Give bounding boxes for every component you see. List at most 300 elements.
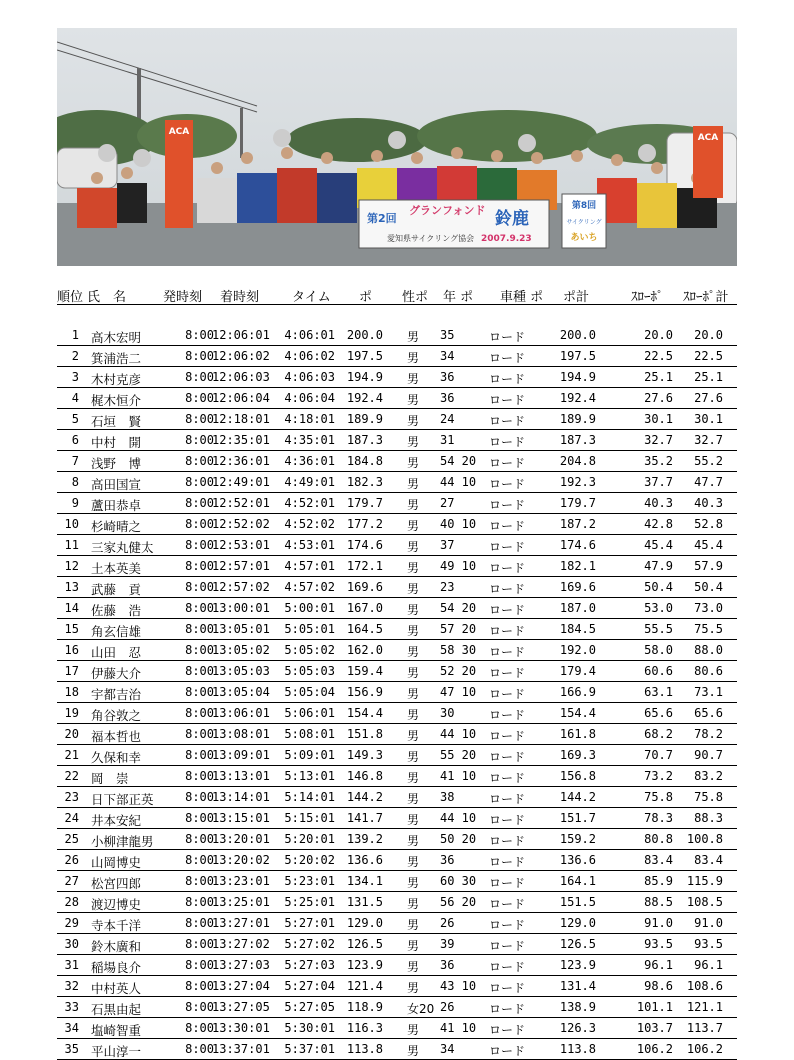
table-row — [57, 934, 737, 955]
bike-type-cell: ロード — [489, 351, 526, 365]
slow-total-cell: 115.9 — [686, 874, 723, 888]
points-cell: 177.2 — [346, 517, 383, 531]
slow-points-cell: 32.7 — [644, 433, 673, 447]
group-photo — [57, 28, 737, 266]
bike-type-cell: ロード — [489, 708, 526, 722]
name-cell: 武藤 貢 — [91, 582, 142, 597]
table-row — [57, 346, 737, 367]
total-points-cell: 131.4 — [559, 979, 596, 993]
name-cell: 高木宏明 — [91, 330, 142, 345]
points-cell: 197.5 — [346, 349, 383, 363]
bike-type-cell: ロード — [489, 372, 526, 386]
rank-cell: 2 — [71, 349, 79, 363]
slow-points-cell: 78.3 — [644, 811, 673, 825]
finish-time-cell: 13:20:01 — [212, 832, 270, 846]
finish-time-cell: 12:06:03 — [212, 370, 270, 384]
sex-cell: 男 — [407, 603, 420, 617]
bike-type-cell: ロード — [489, 330, 526, 344]
total-points-cell: 187.3 — [559, 433, 596, 447]
bike-type-cell: ロード — [489, 582, 526, 596]
table-row — [57, 766, 737, 787]
sex-cell: 男 — [407, 771, 420, 785]
bike-type-cell: ロード — [489, 918, 526, 932]
age-points-cell: 44 10 — [440, 727, 477, 741]
sex-cell: 男 — [407, 351, 420, 365]
total-points-cell: 126.3 — [559, 1021, 596, 1035]
points-cell: 121.4 — [346, 979, 383, 993]
elapsed-time-cell: 4:06:01 — [284, 328, 335, 342]
sex-cell: 男 — [407, 750, 420, 764]
slow-points-cell: 93.5 — [644, 937, 673, 951]
rank-cell: 24 — [64, 811, 79, 825]
rank-cell: 22 — [64, 769, 79, 783]
sex-cell: 男 — [407, 960, 420, 974]
start-time-cell: 8:00 — [185, 811, 214, 825]
start-time-cell: 8:00 — [185, 832, 214, 846]
age-points-cell: 47 10 — [440, 685, 477, 699]
age-points-cell: 52 20 — [440, 664, 477, 678]
slow-total-cell: 78.2 — [694, 727, 723, 741]
finish-time-cell: 13:00:01 — [212, 601, 270, 615]
points-cell: 139.2 — [346, 832, 383, 846]
header-points: ポ — [359, 290, 373, 305]
start-time-cell: 8:00 — [185, 895, 214, 909]
total-points-cell: 159.2 — [559, 832, 596, 846]
points-cell: 172.1 — [346, 559, 383, 573]
table-row — [57, 808, 737, 829]
name-cell: 久保和幸 — [91, 750, 142, 765]
header-start: 発時刻 — [163, 290, 203, 305]
slow-points-cell: 22.5 — [644, 349, 673, 363]
header-time: タイム — [292, 290, 331, 305]
table-row — [57, 745, 737, 766]
age-points-cell: 56 20 — [440, 895, 477, 909]
points-cell: 192.4 — [346, 391, 383, 405]
slow-points-cell: 73.2 — [644, 769, 673, 783]
elapsed-time-cell: 5:23:01 — [284, 874, 335, 888]
total-points-cell: 204.8 — [559, 454, 596, 468]
name-cell: 福本哲也 — [91, 729, 142, 744]
elapsed-time-cell: 5:20:01 — [284, 832, 335, 846]
slow-total-cell: 88.3 — [694, 811, 723, 825]
rank-cell: 12 — [64, 559, 79, 573]
start-time-cell: 8:00 — [185, 370, 214, 384]
header-total-points: ポ計 — [563, 290, 590, 305]
slow-points-cell: 91.0 — [644, 916, 673, 930]
table-row — [57, 976, 737, 997]
start-time-cell: 8:00 — [185, 979, 214, 993]
elapsed-time-cell: 5:37:01 — [284, 1042, 335, 1056]
slow-total-cell: 50.4 — [694, 580, 723, 594]
total-points-cell: 189.9 — [559, 412, 596, 426]
sex-cell: 男 — [407, 729, 420, 743]
total-points-cell: 129.0 — [559, 916, 596, 930]
rank-cell: 4 — [71, 391, 79, 405]
sign-line-2: サイクリング — [566, 219, 602, 226]
name-cell: 岡 崇 — [91, 771, 129, 786]
slow-total-cell: 80.6 — [694, 664, 723, 678]
slow-points-cell: 96.1 — [644, 958, 673, 972]
points-cell: 116.3 — [346, 1021, 383, 1035]
age-points-cell: 49 10 — [440, 559, 477, 573]
table-row — [57, 514, 737, 535]
total-points-cell: 166.9 — [559, 685, 596, 699]
sex-cell: 男 — [407, 1044, 420, 1058]
finish-time-cell: 13:30:01 — [212, 1021, 270, 1035]
elapsed-time-cell: 5:05:02 — [284, 643, 335, 657]
start-time-cell: 8:00 — [185, 958, 214, 972]
banner-title-1: 第2回 — [367, 212, 397, 225]
age-points-cell: 23 — [440, 580, 455, 594]
points-cell: 187.3 — [346, 433, 383, 447]
total-points-cell: 123.9 — [559, 958, 596, 972]
points-cell: 194.9 — [346, 370, 383, 384]
rank-cell: 34 — [64, 1021, 79, 1035]
name-cell: 梶木恒介 — [91, 393, 142, 408]
slow-points-cell: 35.2 — [644, 454, 673, 468]
elapsed-time-cell: 5:06:01 — [284, 706, 335, 720]
total-points-cell: 151.7 — [559, 811, 596, 825]
points-cell: 189.9 — [346, 412, 383, 426]
total-points-cell: 164.1 — [559, 874, 596, 888]
age-points-cell: 34 — [440, 1042, 455, 1056]
bike-type-cell: ロード — [489, 960, 526, 974]
finish-time-cell: 12:36:01 — [212, 454, 270, 468]
elapsed-time-cell: 4:06:04 — [284, 391, 335, 405]
slow-points-cell: 30.1 — [644, 412, 673, 426]
table-row — [57, 724, 737, 745]
bike-type-cell: ロード — [489, 834, 526, 848]
finish-time-cell: 12:49:01 — [212, 475, 270, 489]
bike-type-cell: ロード — [489, 792, 526, 806]
bike-type-cell: ロード — [489, 1002, 526, 1016]
finish-time-cell: 13:15:01 — [212, 811, 270, 825]
bike-type-cell: ロード — [489, 729, 526, 743]
start-time-cell: 8:00 — [185, 454, 214, 468]
points-cell: 164.5 — [346, 622, 383, 636]
elapsed-time-cell: 4:57:01 — [284, 559, 335, 573]
finish-time-cell: 12:06:01 — [212, 328, 270, 342]
slow-points-cell: 58.0 — [644, 643, 673, 657]
rank-cell: 25 — [64, 832, 79, 846]
slow-points-cell: 20.0 — [644, 328, 673, 342]
start-time-cell: 8:00 — [185, 622, 214, 636]
rank-cell: 26 — [64, 853, 79, 867]
age-points-cell: 35 — [440, 328, 455, 342]
slow-points-cell: 63.1 — [644, 685, 673, 699]
age-points-cell: 26 — [440, 1000, 455, 1014]
age-points-cell: 41 10 — [440, 1021, 477, 1035]
slow-total-cell: 52.8 — [694, 517, 723, 531]
total-points-cell: 136.6 — [559, 853, 596, 867]
slow-points-cell: 25.1 — [644, 370, 673, 384]
finish-time-cell: 12:35:01 — [212, 433, 270, 447]
banner-sub: 愛知県サイクリング協会 — [387, 234, 475, 243]
age-points-cell: 39 — [440, 937, 455, 951]
sex-cell: 男 — [407, 330, 420, 344]
start-time-cell: 8:00 — [185, 1000, 214, 1014]
points-cell: 156.9 — [346, 685, 383, 699]
age-points-cell: 36 — [440, 370, 455, 384]
table-row — [57, 661, 737, 682]
slow-points-cell: 53.0 — [644, 601, 673, 615]
elapsed-time-cell: 5:09:01 — [284, 748, 335, 762]
rank-cell: 14 — [64, 601, 79, 615]
slow-points-cell: 65.6 — [644, 706, 673, 720]
total-points-cell: 144.2 — [559, 790, 596, 804]
slow-total-cell: 108.5 — [686, 895, 723, 909]
rank-cell: 17 — [64, 664, 79, 678]
bike-type-cell: ロード — [489, 1044, 526, 1058]
points-cell: 113.8 — [346, 1042, 383, 1056]
table-row — [57, 913, 737, 934]
bike-type-cell: ロード — [489, 771, 526, 785]
points-cell: 149.3 — [346, 748, 383, 762]
rank-cell: 10 — [64, 517, 79, 531]
slow-points-cell: 40.3 — [644, 496, 673, 510]
table-row — [57, 850, 737, 871]
points-cell: 162.0 — [346, 643, 383, 657]
table-row — [57, 577, 737, 598]
slow-points-cell: 55.5 — [644, 622, 673, 636]
total-points-cell: 192.0 — [559, 643, 596, 657]
rank-cell: 16 — [64, 643, 79, 657]
slow-points-cell: 101.1 — [636, 1000, 673, 1014]
table-row — [57, 997, 737, 1018]
bike-type-cell: ロード — [489, 393, 526, 407]
slow-total-cell: 45.4 — [694, 538, 723, 552]
total-points-cell: 187.0 — [559, 601, 596, 615]
slow-total-cell: 88.0 — [694, 643, 723, 657]
slow-points-cell: 85.9 — [644, 874, 673, 888]
finish-time-cell: 12:52:02 — [212, 517, 270, 531]
table-row — [57, 829, 737, 850]
points-cell: 144.2 — [346, 790, 383, 804]
slow-total-cell: 93.5 — [694, 937, 723, 951]
elapsed-time-cell: 4:06:03 — [284, 370, 335, 384]
header-slow-points: ｽﾛｰﾎﾟ — [631, 290, 664, 305]
sex-cell: 男 — [407, 477, 420, 491]
name-cell: 伊藤大介 — [91, 666, 142, 681]
slow-points-cell: 83.4 — [644, 853, 673, 867]
sex-cell: 男 — [407, 834, 420, 848]
slow-total-cell: 57.9 — [694, 559, 723, 573]
finish-time-cell: 13:06:01 — [212, 706, 270, 720]
age-points-cell: 31 — [440, 433, 455, 447]
bike-type-cell: ロード — [489, 1023, 526, 1037]
bike-type-cell: ロード — [489, 456, 526, 470]
start-time-cell: 8:00 — [185, 433, 214, 447]
name-cell: 稲場良介 — [91, 960, 142, 975]
elapsed-time-cell: 5:30:01 — [284, 1021, 335, 1035]
rank-cell: 8 — [71, 475, 79, 489]
sex-cell: 男 — [407, 666, 420, 680]
sex-cell: 男 — [407, 876, 420, 890]
sex-cell: 男 — [407, 435, 420, 449]
age-points-cell: 55 20 — [440, 748, 477, 762]
finish-time-cell: 12:57:02 — [212, 580, 270, 594]
start-time-cell: 8:00 — [185, 685, 214, 699]
slow-points-cell: 106.2 — [636, 1042, 673, 1056]
table-row — [57, 892, 737, 913]
finish-time-cell: 12:57:01 — [212, 559, 270, 573]
total-points-cell: 169.3 — [559, 748, 596, 762]
rank-cell: 31 — [64, 958, 79, 972]
age-points-cell: 26 — [440, 916, 455, 930]
points-cell: 179.7 — [346, 496, 383, 510]
header-name: 氏 名 — [87, 290, 127, 305]
points-cell: 146.8 — [346, 769, 383, 783]
finish-time-cell: 13:23:01 — [212, 874, 270, 888]
age-points-cell: 37 — [440, 538, 455, 552]
slow-points-cell: 27.6 — [644, 391, 673, 405]
table-row — [57, 535, 737, 556]
slow-points-cell: 98.6 — [644, 979, 673, 993]
elapsed-time-cell: 4:49:01 — [284, 475, 335, 489]
rank-cell: 30 — [64, 937, 79, 951]
sex-cell: 男 — [407, 540, 420, 554]
finish-time-cell: 13:14:01 — [212, 790, 270, 804]
name-cell: 角玄信雄 — [91, 624, 142, 639]
total-points-cell: 179.7 — [559, 496, 596, 510]
slow-total-cell: 25.1 — [694, 370, 723, 384]
finish-time-cell: 13:05:01 — [212, 622, 270, 636]
points-cell: 126.5 — [346, 937, 383, 951]
total-points-cell: 151.5 — [559, 895, 596, 909]
name-cell: 石垣 賢 — [91, 414, 142, 429]
bike-type-cell: ロード — [489, 813, 526, 827]
rank-cell: 21 — [64, 748, 79, 762]
name-cell: 杉崎晴之 — [91, 519, 142, 534]
total-points-cell: 156.8 — [559, 769, 596, 783]
elapsed-time-cell: 5:13:01 — [284, 769, 335, 783]
table-row — [57, 955, 737, 976]
sex-cell: 男 — [407, 1023, 420, 1037]
age-points-cell: 27 — [440, 496, 455, 510]
sex-cell: 男 — [407, 687, 420, 701]
finish-time-cell: 12:53:01 — [212, 538, 270, 552]
rank-cell: 9 — [71, 496, 79, 510]
name-cell: 山岡博史 — [91, 855, 142, 870]
rank-cell: 32 — [64, 979, 79, 993]
start-time-cell: 8:00 — [185, 706, 214, 720]
sex-cell: 男 — [407, 897, 420, 911]
group-photo-illustration — [57, 28, 737, 266]
elapsed-time-cell: 4:06:02 — [284, 349, 335, 363]
points-cell: 154.4 — [346, 706, 383, 720]
slow-total-cell: 75.8 — [694, 790, 723, 804]
slow-points-cell: 103.7 — [636, 1021, 673, 1035]
bike-type-cell: ロード — [489, 687, 526, 701]
bike-type-cell: ロード — [489, 435, 526, 449]
rank-cell: 7 — [71, 454, 79, 468]
table-row — [57, 451, 737, 472]
table-row — [57, 871, 737, 892]
finish-time-cell: 13:25:01 — [212, 895, 270, 909]
start-time-cell: 8:00 — [185, 517, 214, 531]
elapsed-time-cell: 4:35:01 — [284, 433, 335, 447]
header-sex-points: 性ポ — [402, 290, 429, 305]
elapsed-time-cell: 5:20:02 — [284, 853, 335, 867]
banner-date: 2007.9.23 — [481, 234, 532, 244]
slow-points-cell: 75.8 — [644, 790, 673, 804]
slow-total-cell: 20.0 — [694, 328, 723, 342]
total-points-cell: 200.0 — [559, 328, 596, 342]
elapsed-time-cell: 4:36:01 — [284, 454, 335, 468]
rank-cell: 13 — [64, 580, 79, 594]
start-time-cell: 8:00 — [185, 769, 214, 783]
slow-total-cell: 121.1 — [686, 1000, 723, 1014]
slow-total-cell: 96.1 — [694, 958, 723, 972]
bike-type-cell: ロード — [489, 897, 526, 911]
header-age-points: 年 ポ — [443, 290, 474, 305]
slow-points-cell: 70.7 — [644, 748, 673, 762]
finish-time-cell: 12:18:01 — [212, 412, 270, 426]
start-time-cell: 8:00 — [185, 496, 214, 510]
sex-cell: 男 — [407, 918, 420, 932]
sign-line-1: 第8回 — [571, 201, 597, 211]
points-cell: 131.5 — [346, 895, 383, 909]
bike-type-cell: ロード — [489, 498, 526, 512]
elapsed-time-cell: 5:27:05 — [284, 1000, 335, 1014]
rank-cell: 18 — [64, 685, 79, 699]
finish-time-cell: 13:27:01 — [212, 916, 270, 930]
points-cell: 136.6 — [346, 853, 383, 867]
bike-type-cell: ロード — [489, 414, 526, 428]
slow-total-cell: 90.7 — [694, 748, 723, 762]
sex-cell: 女20 — [407, 1002, 435, 1016]
sex-cell: 男 — [407, 939, 420, 953]
header-finish: 着時刻 — [220, 290, 260, 305]
age-points-cell: 34 — [440, 349, 455, 363]
header-slow-total: ｽﾛｰﾎﾟ計 — [683, 290, 729, 305]
bike-type-cell: ロード — [489, 666, 526, 680]
age-points-cell: 43 10 — [440, 979, 477, 993]
start-time-cell: 8:00 — [185, 538, 214, 552]
rank-cell: 15 — [64, 622, 79, 636]
slow-total-cell: 100.8 — [686, 832, 723, 846]
finish-time-cell: 13:27:04 — [212, 979, 270, 993]
rank-cell: 6 — [71, 433, 79, 447]
sign-line-3: あいち — [570, 233, 598, 243]
sex-cell: 男 — [407, 372, 420, 386]
name-cell: 浅野 博 — [91, 456, 142, 471]
slow-total-cell: 83.4 — [694, 853, 723, 867]
total-points-cell: 192.4 — [559, 391, 596, 405]
total-points-cell: 182.1 — [559, 559, 596, 573]
total-points-cell: 194.9 — [559, 370, 596, 384]
total-points-cell: 187.2 — [559, 517, 596, 531]
age-points-cell: 36 — [440, 853, 455, 867]
rank-cell: 11 — [64, 538, 79, 552]
age-points-cell: 40 10 — [440, 517, 477, 531]
slow-total-cell: 73.1 — [694, 685, 723, 699]
name-cell: 井本安紀 — [91, 813, 142, 828]
start-time-cell: 8:00 — [185, 790, 214, 804]
table-row — [57, 388, 737, 409]
name-cell: 鈴木廣和 — [91, 939, 142, 954]
slow-points-cell: 80.8 — [644, 832, 673, 846]
banner-title-2: グランフォンド — [409, 204, 486, 217]
header-rule — [57, 304, 737, 305]
slow-total-cell: 32.7 — [694, 433, 723, 447]
start-time-cell: 8:00 — [185, 559, 214, 573]
age-points-cell: 44 10 — [440, 811, 477, 825]
bike-type-cell: ロード — [489, 876, 526, 890]
points-cell: 174.6 — [346, 538, 383, 552]
points-cell: 151.8 — [346, 727, 383, 741]
points-cell: 167.0 — [346, 601, 383, 615]
